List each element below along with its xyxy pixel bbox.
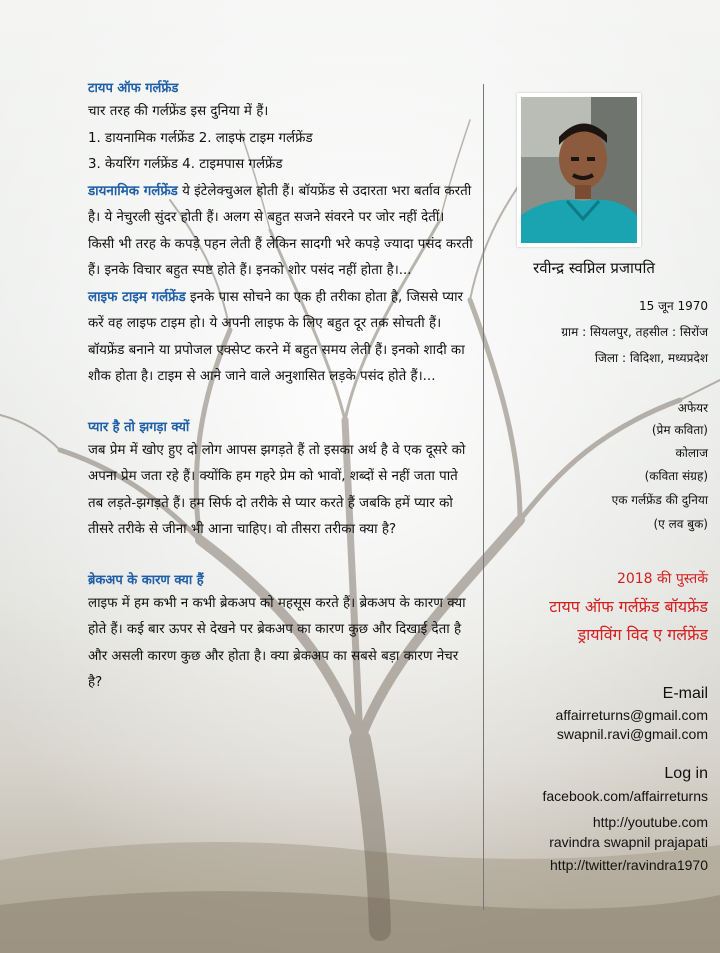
author-district: जिला : विदिशा, मध्यप्रदेश bbox=[594, 351, 708, 365]
types-list-line-2: 3. केयरिंग गर्लफ्रेंड 4. टाइमपास गर्लफ्रेंड bbox=[88, 157, 283, 172]
section-heading-breakup: ब्रेकअप के कारण क्या हैं bbox=[88, 572, 204, 588]
lifetime-girlfriend-term: लाइफ टाइम गर्लफ्रेंड bbox=[88, 289, 186, 305]
lifetime-girlfriend-text: इनके पास सोचने का एक ही तरीका होता है, जिससे प्यार करें वह लाइफ टाइम हो। ये अपनी लाइफ के लिए बहुत दूर तक सोचती हैं। बॉयफ्रेंड बनाने या प्रपोजल एक्सेप्ट करने में बहुत समय लेती हैं। इनको शादी का शौक होता है। टाइम से आने जाने वाले अनुशासित लड़के पसंद होते हैं।... bbox=[88, 289, 465, 384]
lifetime-girlfriend-paragraph bbox=[88, 285, 473, 391]
books-2018-title-1: टायप ऑफ गर्लफ्रेंड बॉयफ्रेंड bbox=[549, 597, 708, 616]
section-heading-love: प्यार है तो झगड़ा क्यों bbox=[88, 419, 190, 435]
book-title-3: एक गर्लफ्रेंड की दुनिया bbox=[611, 493, 708, 507]
love-paragraph: जब प्रेम में खोए हुए दो लोग आपस झगड़ते हैं तो इसका अर्थ है वे एक दूसरे को अपना प्रेम जता रहे हैं। क्योंकि हम गहरे प्रेम को भावों, शब्दों से नहीं जता पाते तब लड़ते-झगड़ते हैं। हम सिर्फ दो तरीके से प्यार करते हैं जबकि हमें प्यार को तीसरे तरीके से जीना भी आना चाहिए। वो तीसरा तरीका क्या है? bbox=[88, 442, 466, 537]
facebook-link[interactable]: facebook.com/affairreturns bbox=[542, 788, 708, 804]
section-breakup bbox=[88, 570, 473, 697]
email-label: E-mail bbox=[662, 685, 708, 702]
column-divider bbox=[483, 84, 484, 910]
author-dob: 15 जून 1970 bbox=[638, 299, 708, 313]
section-love-fight bbox=[88, 417, 473, 544]
dynamic-girlfriend-paragraph bbox=[88, 179, 473, 285]
types-intro-line: चार तरह की गर्लफ्रेंड इस दुनिया में हैं। bbox=[88, 104, 269, 119]
login-label: Log in bbox=[664, 765, 708, 782]
book-title-1: अफेयर bbox=[677, 401, 708, 415]
book-genre-1: (प्रेम कविता) bbox=[651, 423, 708, 437]
email-address-1[interactable]: affairreturns@gmail.com bbox=[555, 707, 708, 723]
author-photo bbox=[517, 93, 641, 247]
author-village: ग्राम : सियलपुर, तहसील : सिरोंज bbox=[561, 325, 708, 339]
youtube-link[interactable]: http://youtube.com bbox=[592, 814, 708, 830]
article-column bbox=[88, 78, 473, 697]
breakup-paragraph: लाइफ में हम कभी न कभी ब्रेकअप को महसूस करते हैं। ब्रेकअप के कारण क्या होते हैं। कई बार ऊपर से देखने पर ब्रेकअप का कारण कुछ और दिखाई देता है और असली कारण कुछ और होता है। क्या ब्रेकअप का सबसे बड़ा कारण नेचर है? bbox=[88, 595, 466, 690]
youtube-channel-name: ravindra swapnil prajapati bbox=[549, 834, 708, 850]
book-title-2: कोलाज bbox=[675, 446, 708, 460]
section-heading-types: टायप ऑफ गर्लफ्रेंड bbox=[88, 81, 179, 96]
email-address-2[interactable]: swapnil.ravi@gmail.com bbox=[556, 726, 708, 742]
dynamic-girlfriend-text: ये इंटेलेक्चुअल होती हैं। बॉयफ्रेंड से उदारता भरा बर्ताव करती है। ये नेचुरली सुंदर होती हैं। अलग से बहुत सजने संवरने पर जोर नहीं देतीं। किसी भी तरह के कपड़े पहन लेती हैं लेकिन सादगी भरे कपड़े ज्यादा पसंद करती हैं। इनके विचार बहुत स्पष्ट होते हैं। इनको शोर पसंद नहीं होता है।... bbox=[88, 183, 473, 278]
twitter-link[interactable]: http://twitter/ravindra1970 bbox=[550, 857, 708, 873]
books-2018-label: 2018 की पुस्तकें bbox=[616, 571, 708, 587]
book-genre-3: (ए लव बुक) bbox=[653, 517, 708, 531]
section-girlfriend-types bbox=[88, 78, 473, 391]
dynamic-girlfriend-term: डायनामिक गर्लफ्रेंड bbox=[88, 183, 178, 199]
types-list-line-1: 1. डायनामिक गर्लफ्रेंड 2. लाइफ टाइम गर्लफ्रेंड bbox=[88, 130, 313, 146]
books-2018-title-2: ड्रायविंग विद ए गर्लफ्रेंड bbox=[577, 625, 708, 644]
author-portrait-image bbox=[521, 97, 637, 243]
author-name: रवीन्द्र स्वप्निल प्रजापति bbox=[533, 259, 655, 277]
book-genre-2: (कविता संग्रह) bbox=[644, 469, 708, 483]
